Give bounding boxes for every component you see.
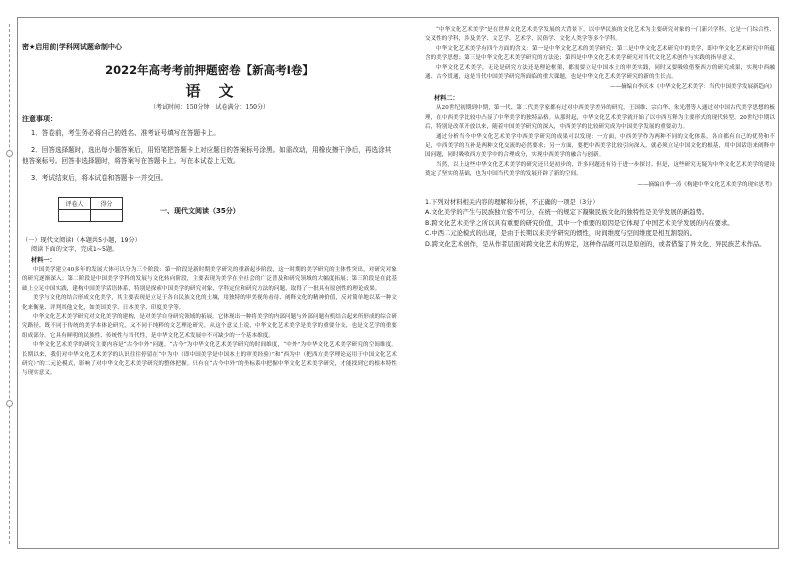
source-citation: ——摘编自李庆本《中华文化艺术美学：当代中国美学发展新趋向》 [609, 84, 775, 91]
source-citation: ——摘编自季一涛《构建中华文化艺术美学的现实思考》 [637, 181, 775, 188]
left-column [22, 26, 397, 546]
reading-intro: （一）现代文阅读Ⅰ（本题共5小题，19分） [22, 237, 141, 244]
subject-title: 语文 [185, 82, 252, 100]
question-stem: 1.下列对材料相关内容的理解和分析，不正确的一项是（3分） [425, 198, 599, 206]
score-label: 得分 [91, 198, 123, 210]
paragraph: “中华文化艺术美学”是在世界文化艺术美学发展的大背景下，以中华民族的文化艺术为主要研究对象的一门新兴学科，它是一门综合性、交叉性的学科，涉及美学、文艺学、艺术学、民俗学、文化人类学等多个学科。 [425, 27, 775, 43]
grader-label: 评卷人 [59, 198, 91, 210]
option-b: B.跨文化艺术美学之所以具有重要的研究价值，其中一个重要的原因是它体现了中国艺术美学发展的内在要求。 [425, 219, 734, 227]
score-box [58, 197, 123, 222]
instruction-item: 1．答卷前，考生务必将自己的姓名、准考证号填写在答题卡上。 [31, 129, 220, 137]
paragraph: 中华文化艺术美学的研究主要内容是“古今中外”问题。“古今”为中华文化艺术美学研究的时间维度，“中外”为中华文化艺术美学研究的空间维度。长期以来，我们对中华文化艺术美学的认识往往停留在“中为中（即中国美学是中国本土的审美经验）”和“西为中（把西方美学理论运用于中国文化艺术研究）”的二元论模式，影响了对中华文化艺术美学研究的整体把握。只有在“古今中外”的坐标系中把握中华文化艺术美学研究，才能找到它的根本特性与现实意义。 [22, 342, 397, 377]
paragraph: 中华文化艺术美学研究对文化美学的建构，是对美学自身研究领域的拓展。它体现出一种将美学的内部问题与外部问题有机结合起来所形成的综合研究路径，既不同于传统的美学本体论研究，又不同于纯粹的文艺理论研究。从这个意义上说，中华文化艺术美学是美学的重要分支，也是文艺学的重要组成部分。它具有鲜明的民族性、传统性与当代性，是中华文化艺术发展中不可缺少的一个基本维度。 [22, 314, 397, 339]
instruction-item: 3．考试结束后，将本试卷和答题卡一并交回。 [31, 174, 168, 182]
option-d: D.跨文化艺术创作，是从作者层面对跨文化艺术的界定，这种作品既可以是原创的，或者借鉴了异文化、异民族艺术作品。 [425, 241, 766, 249]
paragraph: 从20世纪初期到中期，第一代、第二代美学家都有过对中西美学差异的研究，王国维、宗白华、朱光潜等人通过对中国古代美学思想的梳理，在中西美学比较中凸显了中华美学的独特品格。从那时起，中华文化艺术美学就开始了以中西互释为主要形式的现代转型。20世纪中期以后，特别是改革开放以来，随着中国美学研究的深入，中西美学的比较研究成为中国美学发展的重要动力。 [425, 105, 775, 131]
exam-title: 2022年高考考前押题密卷【新高考Ⅰ卷】 [105, 63, 314, 77]
right-column [425, 26, 775, 546]
binding-line [9, 24, 10, 544]
score-cell [91, 210, 123, 222]
material-label: 材料二： [434, 95, 459, 103]
reading-left [22, 236, 397, 379]
paragraph: 当然，以上这些中华文化艺术美学的研究还只是初步的，许多问题还有待于进一步探讨。但是，这些研究无疑为中华文化艺术美学的建设奠定了坚实的基础，也为中国当代美学的发展开辟了新的空间。 [425, 161, 775, 178]
option-a: A.文化美学的产生与民族独立密不可分，在统一的规定下凝聚民族文化的独特性是美学发展的新趋势。 [425, 209, 709, 217]
instructions [22, 114, 397, 190]
material-label: 材料一： [31, 257, 56, 264]
paragraph: 中国美学建立40多年的发展大体可以分为三个阶段：第一阶段是新时期美学研究的重新起步阶段，这一时期的美学研究的主体性突出，对研究对象的研究逐渐深入；第二阶段是中国美学学科的发展与文化转向阶段，主要表现为美学在全社会的广泛普及和研究领域的大幅度拓展；第三阶段是在此基础上立足中国实践，建构中国美学话语体系，特别是探索中国美学的研究对象、学科定位和研究方法的问题，取得了一批具有原创性的理论成果。 [22, 267, 397, 292]
section-heading: 一、现代文阅读（35分） [160, 207, 240, 215]
instruction-item: 2．回答选择题时，选出每小题答案后，用铅笔把答题卡上对应题目的答案标号涂黑。如需改动，用橡皮擦干净后，再选涂其他答案标号。回答非选择题时，将答案写在答题卡上。写在本试卷上无效。 [22, 146, 392, 165]
exam-time: （考试时间：150分钟 试卷满分：150分） [150, 104, 269, 111]
grader-cell [59, 210, 91, 222]
binding-hole [6, 400, 13, 407]
confidential-label: 密★启用前|学科网试题命制中心 [22, 43, 122, 51]
reading-right [425, 26, 775, 251]
instructions-heading: 注意事项： [22, 115, 57, 123]
option-c: C.中西二元论模式的出现，是由于长期以来美学研究的惯性，时间维度与空间维度是相互割裂的。 [425, 230, 696, 238]
paragraph: 美学与文化的结合形成文化美学，其主要表现是立足于各自民族文化的土壤，用独特的审美视角看待、阐释文化的精神价值，反对简单地以某一种文化来衡量、评判其他文化，如美国美学、日本美学、印度美学等。 [22, 295, 397, 311]
binding-hole [6, 150, 13, 157]
reading-instruction: 阅读下面的文字，完成1~5题。 [31, 246, 119, 253]
paragraph: 中华文化艺术美学，无论是研究方法还是理论框架，都需要立足中国本土的审美实践，同时又要吸收借鉴西方的研究成果，实现中西融通、古今贯通，这是当代中国美学研究所面临的重大课题，也是中华文化艺术美学研究的新的生长点。 [425, 64, 775, 81]
paragraph: 通过分析当今中华文化艺术美学中西美学研究的成果可以发现：一方面，中西美学作为两种不同的文化体系，各自都有自己的优势和不足，中西美学的互补是两种文化交流的必然要求；另一方面，要把中西美学比较引向深入，就必须立足中国文化的根基，用中国话语来阐释中国问题，同时吸收西方美学中的合理成分，实现中西美学的融合与创新。 [425, 133, 775, 159]
paragraph: 中华文化艺术美学有四个方面的含义：第一是中华文化艺术的美学研究；第二是中华文化艺术研究中的美学，即中华文化艺术研究中所蕴含的美学思想；第三是中华文化艺术美学研究的方法论；第四是中华文化艺术美学研究对当代文化艺术创作与实践的指导意义。 [425, 45, 775, 62]
